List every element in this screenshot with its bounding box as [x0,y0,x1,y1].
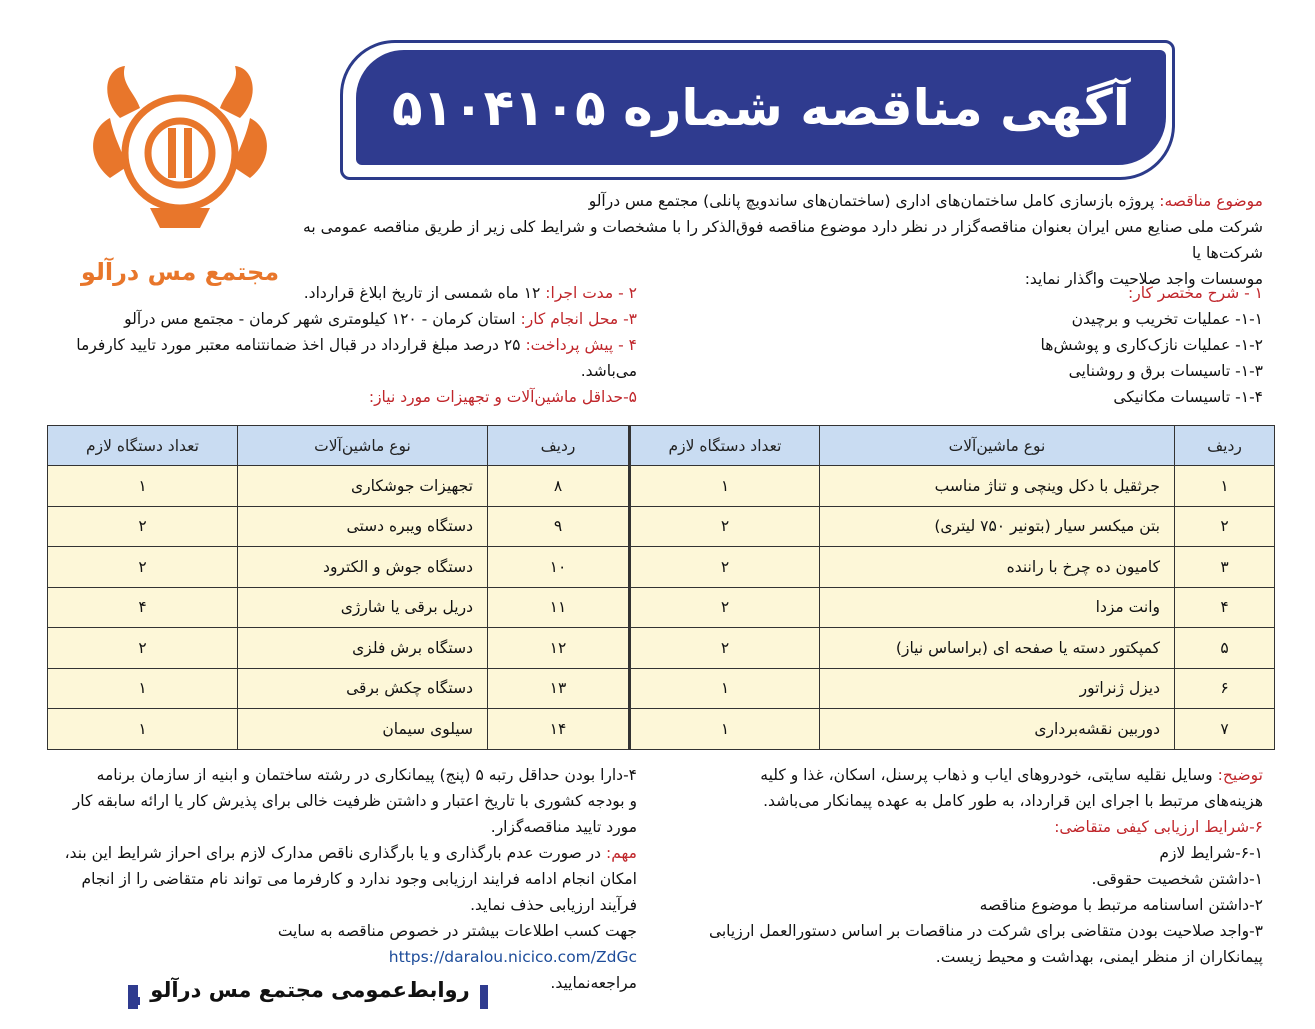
prepay-text: ۲۵ درصد مبلغ قرارداد در قبال اخذ ضمانتنامه معتبر مورد تایید کارفرما [76,336,521,354]
col-header-type: نوع ماشین‌آلات [820,426,1175,466]
cell-type: سیلوی سیمان [238,709,488,750]
table-row [48,668,1275,709]
subject-line [253,188,1263,214]
eval-item: ۲-داشتن اساسنامه مرتبط با موضوع مناقصه [979,896,1263,914]
location-line [37,306,637,332]
scope-item: ۱-۲- عملیات نازک‌کاری و پوشش‌ها [1040,336,1263,354]
rank-line-2: و بودجه کشوری با تاریخ اعتبار و داشتن ظرفیت خالی برای پذیرش کار یا ارائه سابقه کار [72,792,637,810]
terms-section [37,280,637,410]
cell-type: بتن میکسر سیار (بتونیر ۷۵۰ لیتری) [820,506,1175,547]
cell-row: ۱ [1175,466,1275,507]
col-header-row: ردیف [1175,426,1275,466]
machinery-heading: ۵-حداقل ماشین‌آلات و تجهیزات مورد نیاز: [368,388,637,406]
intro-line-2: موسسات واجد صلاحیت واگذار نماید: [1024,270,1263,288]
prepay-label: ۴ - پیش پرداخت: [525,336,637,354]
cell-type: کمپکتور دسته یا صفحه ای (براساس نیاز) [820,628,1175,669]
prepay-line [37,332,637,358]
cell-count: ۲ [630,628,820,669]
table-row [48,466,1275,507]
scope-section [643,280,1263,410]
duration-label: ۲ - مدت اجرا: [545,284,637,302]
cell-row: ۶ [1175,668,1275,709]
info-text: جهت کسب اطلاعات بیشتر در خصوص مناقصه به سایت [277,922,637,940]
more-section [37,762,637,996]
cell-count: ۱ [630,668,820,709]
important-label: مهم: [606,844,637,862]
note-line [688,762,1263,788]
intro-line-1: شرکت ملی صنایع مس ایران بعنوان مناقصه‌گزار در نظر دارد موضوع مناقصه فوق‌الذکر را با مشخصات و شرایط کلی زیر از طریق مناقصه عمومی به شرکت‌ها یا [303,218,1263,262]
info-line-2: مراجعه‌نمایید. [550,974,637,992]
table-row [48,587,1275,628]
machinery-table [47,425,1275,750]
cell-row: ۱۱ [488,587,630,628]
cell-row: ۱۴ [488,709,630,750]
cell-count: ۲ [48,628,238,669]
cell-type: دستگاه برش فلزی [238,628,488,669]
cell-row: ۵ [1175,628,1275,669]
subject-label: موضوع مناقصه: [1159,192,1263,210]
note-label: توضیح: [1217,766,1263,784]
cell-type: دریل برقی یا شارژی [238,587,488,628]
cell-row: ۱۰ [488,547,630,588]
important-line [37,840,637,866]
col-header-count: تعداد دستگاه لازم [630,426,820,466]
note-line-2: هزینه‌های مرتبط با اجرای این قرارداد، به طور کامل به عهده پیمانکار می‌باشد. [763,792,1263,810]
eval-item: ۱-داشتن شخصیت حقوقی. [1091,870,1263,888]
footer-bracket-left [128,985,138,1009]
subject-text: پروژه بازسازی کامل ساختمان‌های اداری (ساختمان‌های ساندویچ پانلی) مجتمع مس درآلو [588,192,1155,210]
info-line [37,918,637,970]
cell-row: ۴ [1175,587,1275,628]
cell-row: ۹ [488,506,630,547]
intro-section [253,188,1263,292]
website-link[interactable]: https://daralou.nicico.com/ZdGc [388,948,637,966]
scope-heading: ۱ - شرح مختصر کار: [1128,284,1263,302]
duration-line [37,280,637,306]
footer-title: روابط‌عمومی مجتمع مس درآلو [140,978,480,1012]
cell-count: ۱ [630,709,820,750]
table-row [48,506,1275,547]
company-logo [80,58,280,298]
cell-count: ۲ [48,506,238,547]
cell-count: ۱ [48,668,238,709]
cell-type: تجهیزات جوشکاری [238,466,488,507]
cell-count: ۲ [630,547,820,588]
cell-type: جرثقیل با دکل وینچی و تناژ مناسب [820,466,1175,507]
rank-line-3: مورد تایید مناقصه‌گزار. [490,818,637,836]
cell-count: ۱ [48,466,238,507]
table-row [48,547,1275,588]
scope-item: ۱-۳- تاسیسات برق و روشنایی [1068,362,1263,380]
important-text: در صورت عدم بارگذاری و یا بارگذاری ناقص مدارک لازم برای احراز شرایط این بند، [64,844,602,862]
notes-section [688,762,1263,970]
table-row [48,709,1275,750]
col-header-type: نوع ماشین‌آلات [238,426,488,466]
important-line-2: امکان انجام ادامه فرایند ارزیابی وجود ندارد و کارفرما می تواند نام متقاضی را از انجام [81,870,637,888]
cell-row: ۷ [1175,709,1275,750]
cell-type: وانت مزدا [820,587,1175,628]
cell-count: ۲ [630,506,820,547]
eval-item: پیمانکاران از منظر ایمنی، بهداشت و محیط زیست. [935,948,1263,966]
col-header-row: ردیف [488,426,630,466]
cell-type: دستگاه جوش و الکترود [238,547,488,588]
cell-row: ۲ [1175,506,1275,547]
cell-row: ۳ [1175,547,1275,588]
cell-count: ۱ [48,709,238,750]
location-label: ۳- محل انجام کار: [520,310,637,328]
header-banner [356,50,1166,165]
cell-type: دستگاه چکش برقی [238,668,488,709]
table-header-row [48,426,1275,466]
duration-text: ۱۲ ماه شمسی از تاریخ ابلاغ قرارداد. [303,284,541,302]
rank-line-1: ۴-دارا بودن حداقل رتبه ۵ (پنج) پیمانکاری در رشته ساختمان و ابنیه از سازمان برنامه [96,766,637,784]
scope-item: ۱-۴- تاسیسات مکانیکی [1113,388,1263,406]
cell-type: دستگاه ویبره دستی [238,506,488,547]
page-title: آگهی مناقصه شماره ۵۱۰۴۱۰۵ [392,78,1130,137]
location-text: استان کرمان - ۱۲۰ کیلومتری شهر کرمان - مجتمع مس درآلو [124,310,516,328]
eval-item: ۶-۱-شرایط لازم [1159,844,1263,862]
cell-row: ۸ [488,466,630,507]
cell-count: ۴ [48,587,238,628]
col-header-count: تعداد دستگاه لازم [48,426,238,466]
cell-count: ۱ [630,466,820,507]
prepay-line-2: می‌باشد. [580,362,637,380]
important-line-3: فرآیند ارزیابی حذف نماید. [470,896,637,914]
table-row [48,628,1275,669]
scope-item: ۱-۱- عملیات تخریب و برچیدن [1071,310,1263,328]
cell-count: ۲ [48,547,238,588]
cell-type: دوربین نقشه‌برداری [820,709,1175,750]
eval-item: ۳-واجد صلاحیت بودن متقاضی برای شرکت در مناقصات بر اساس دستورالعمل ارزیابی [708,922,1263,940]
cell-row: ۱۳ [488,668,630,709]
note-text: وسایل نقلیه سایتی، خودروهای ایاب و ذهاب پرسنل، اسکان، غذا و کلیه [760,766,1213,784]
cell-row: ۱۲ [488,628,630,669]
cell-type: کامیون ده چرخ با راننده [820,547,1175,588]
cell-count: ۲ [630,587,820,628]
eval-heading: ۶-شرایط ارزیابی کیفی متقاضی: [1054,818,1263,836]
logo-text: مجتمع مس درآلو [80,258,280,286]
cell-type: دیزل ژنراتور [820,668,1175,709]
